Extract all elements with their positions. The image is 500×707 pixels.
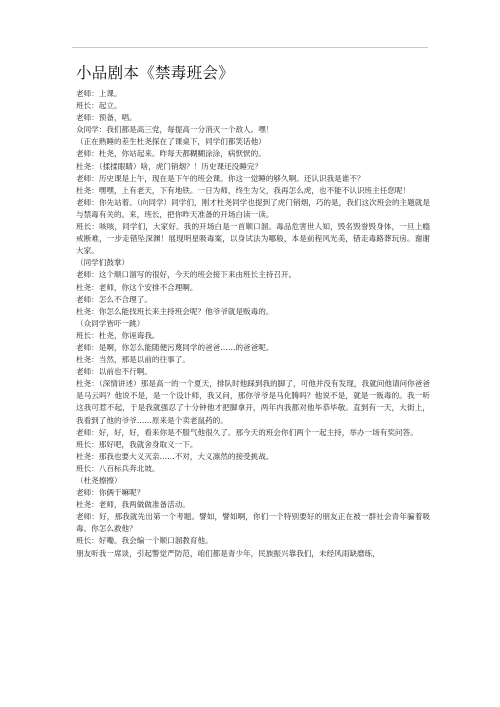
top-divider bbox=[72, 47, 428, 48]
script-line: 班长：好嘞。我会编一个顺口溜教育他。 bbox=[76, 536, 213, 546]
script-line: 众同学：我们都是高三党，每提高一分消灭一个敌人。嘿！ bbox=[76, 125, 274, 135]
script-line: 老师：以前也不行啊。 bbox=[76, 367, 152, 377]
document-title: 小品剧本《禁毒班会》 bbox=[76, 64, 235, 82]
script-line: 老师：杜尧，你站起来。昨每天都糊糊涂涂，病恹恹的。 bbox=[76, 149, 266, 159]
script-line: 班长：咳咳，同学们，大家好。我的开场白是一首顺口溜。毒品危害世人知，毁名毁誉毁身体，一旦上瘾戒断难，一步走错坠深渊！展现明星吸毒案，以身试法为哪般，本是前程风光美，错走毒路葬玩房。谢谢大家。 bbox=[76, 222, 430, 256]
script-line: 班长：杜尧，你诬诲我。 bbox=[76, 330, 160, 340]
script-line: 朋友听我一席谈，引起警觉严防范，咱们都是青少年，民族振兴靠我们，未经风雨缺磨练， bbox=[76, 548, 380, 558]
script-line: （众同学皆吓一跳） bbox=[76, 318, 145, 328]
script-line: 老师：好，那我就先出第一个考题。譬如，譬如啊，你们一个特别要好的朋友正在被一群社会青年骗着吸毒。你怎么救他？ bbox=[76, 512, 430, 534]
script-line: 杜尧：嘿嘿，上有老天，下有地铁。一日为师，终生为父，我再怎么虎，也不能不认识班主任您呢！ bbox=[76, 185, 411, 195]
script-line: 老师：好，好，好，看来你是不服气他很久了。那今天的班会你们两个一起主持，举办一场有奖问答。 bbox=[76, 427, 418, 437]
script-line: （同学们鼓掌） bbox=[76, 258, 130, 268]
script-line: 杜尧：（深情讲述）那是高一的一个夏天，排队时他踩到我的脚了，可他并没有发现，我就问他请问你爸爸是马云吗？他说不是，是一个设计师，我又问，那你爷爷是马化腾吗？他说不是，就是一贩毒的。我一听这我可惹不起，于是我就强忍了十分钟他才把脚拿开，两年内我都对他毕恭毕敬。直到有一天，大街上，我看到了他的爷爷……原来是个卖老鼠药的。 bbox=[76, 379, 430, 425]
script-line: 杜尧：老师，你这个安排不合理啊。 bbox=[76, 282, 198, 292]
script-line: 老师：这个顺口溜写的很好，今天的班会接下来由班长主持召开。 bbox=[76, 270, 297, 280]
script-line: 杜尧：当然，那是以前的往事了。 bbox=[76, 355, 190, 365]
script-line: 杜尧：（揉揉眼睛）啥，虎门销烟？！历史课还没睡完？ bbox=[76, 161, 263, 171]
script-line: 老师：上课。 bbox=[76, 89, 122, 98]
script-line: 老师：你先站着。（向同学）同学们，刚才杜尧同学也提到了虎门销烟，巧的是，我们这次班会的主题就是与禁毒有关的。来，班长，把你昨天准备的开场白读一读。 bbox=[76, 197, 430, 219]
script-line: 老师：怎么不合理了。 bbox=[76, 294, 152, 304]
script-line: 杜尧：你怎么能找班长来主持班会呢？他爷爷就是贩毒的。 bbox=[76, 306, 274, 316]
script-line: 杜尧：老师，我两做做准备活动。 bbox=[76, 500, 190, 510]
script-line: 班长：起立。 bbox=[76, 101, 122, 111]
script-line: 老师：预备，唱。 bbox=[76, 113, 137, 123]
script-line: 班长：八百标兵奔北坡。 bbox=[76, 463, 160, 473]
script-line: 杜尧：那我也要大义灭亲……不对，大义凛然的接受挑战。 bbox=[76, 451, 274, 461]
script-line: （杜尧擦擦） bbox=[76, 476, 122, 485]
script-line: 老师：你俩干嘛呢？ bbox=[76, 488, 145, 498]
script-body bbox=[76, 88, 430, 560]
script-line: 班长：那好吧，我就舍身取义一下。 bbox=[76, 439, 198, 449]
script-line: 老师：历史课是上午，现在是下午的班会课。你这一觉睡的够久啊。还认识我是谁不？ bbox=[76, 173, 365, 183]
script-line: （正在熟睡的差生杜尧探在了课桌下，同学们都笑话他） bbox=[76, 137, 266, 147]
script-line: 老师：是啊，你怎么能随便污蔑同学的爸爸……的爸爸呢。 bbox=[76, 342, 274, 352]
